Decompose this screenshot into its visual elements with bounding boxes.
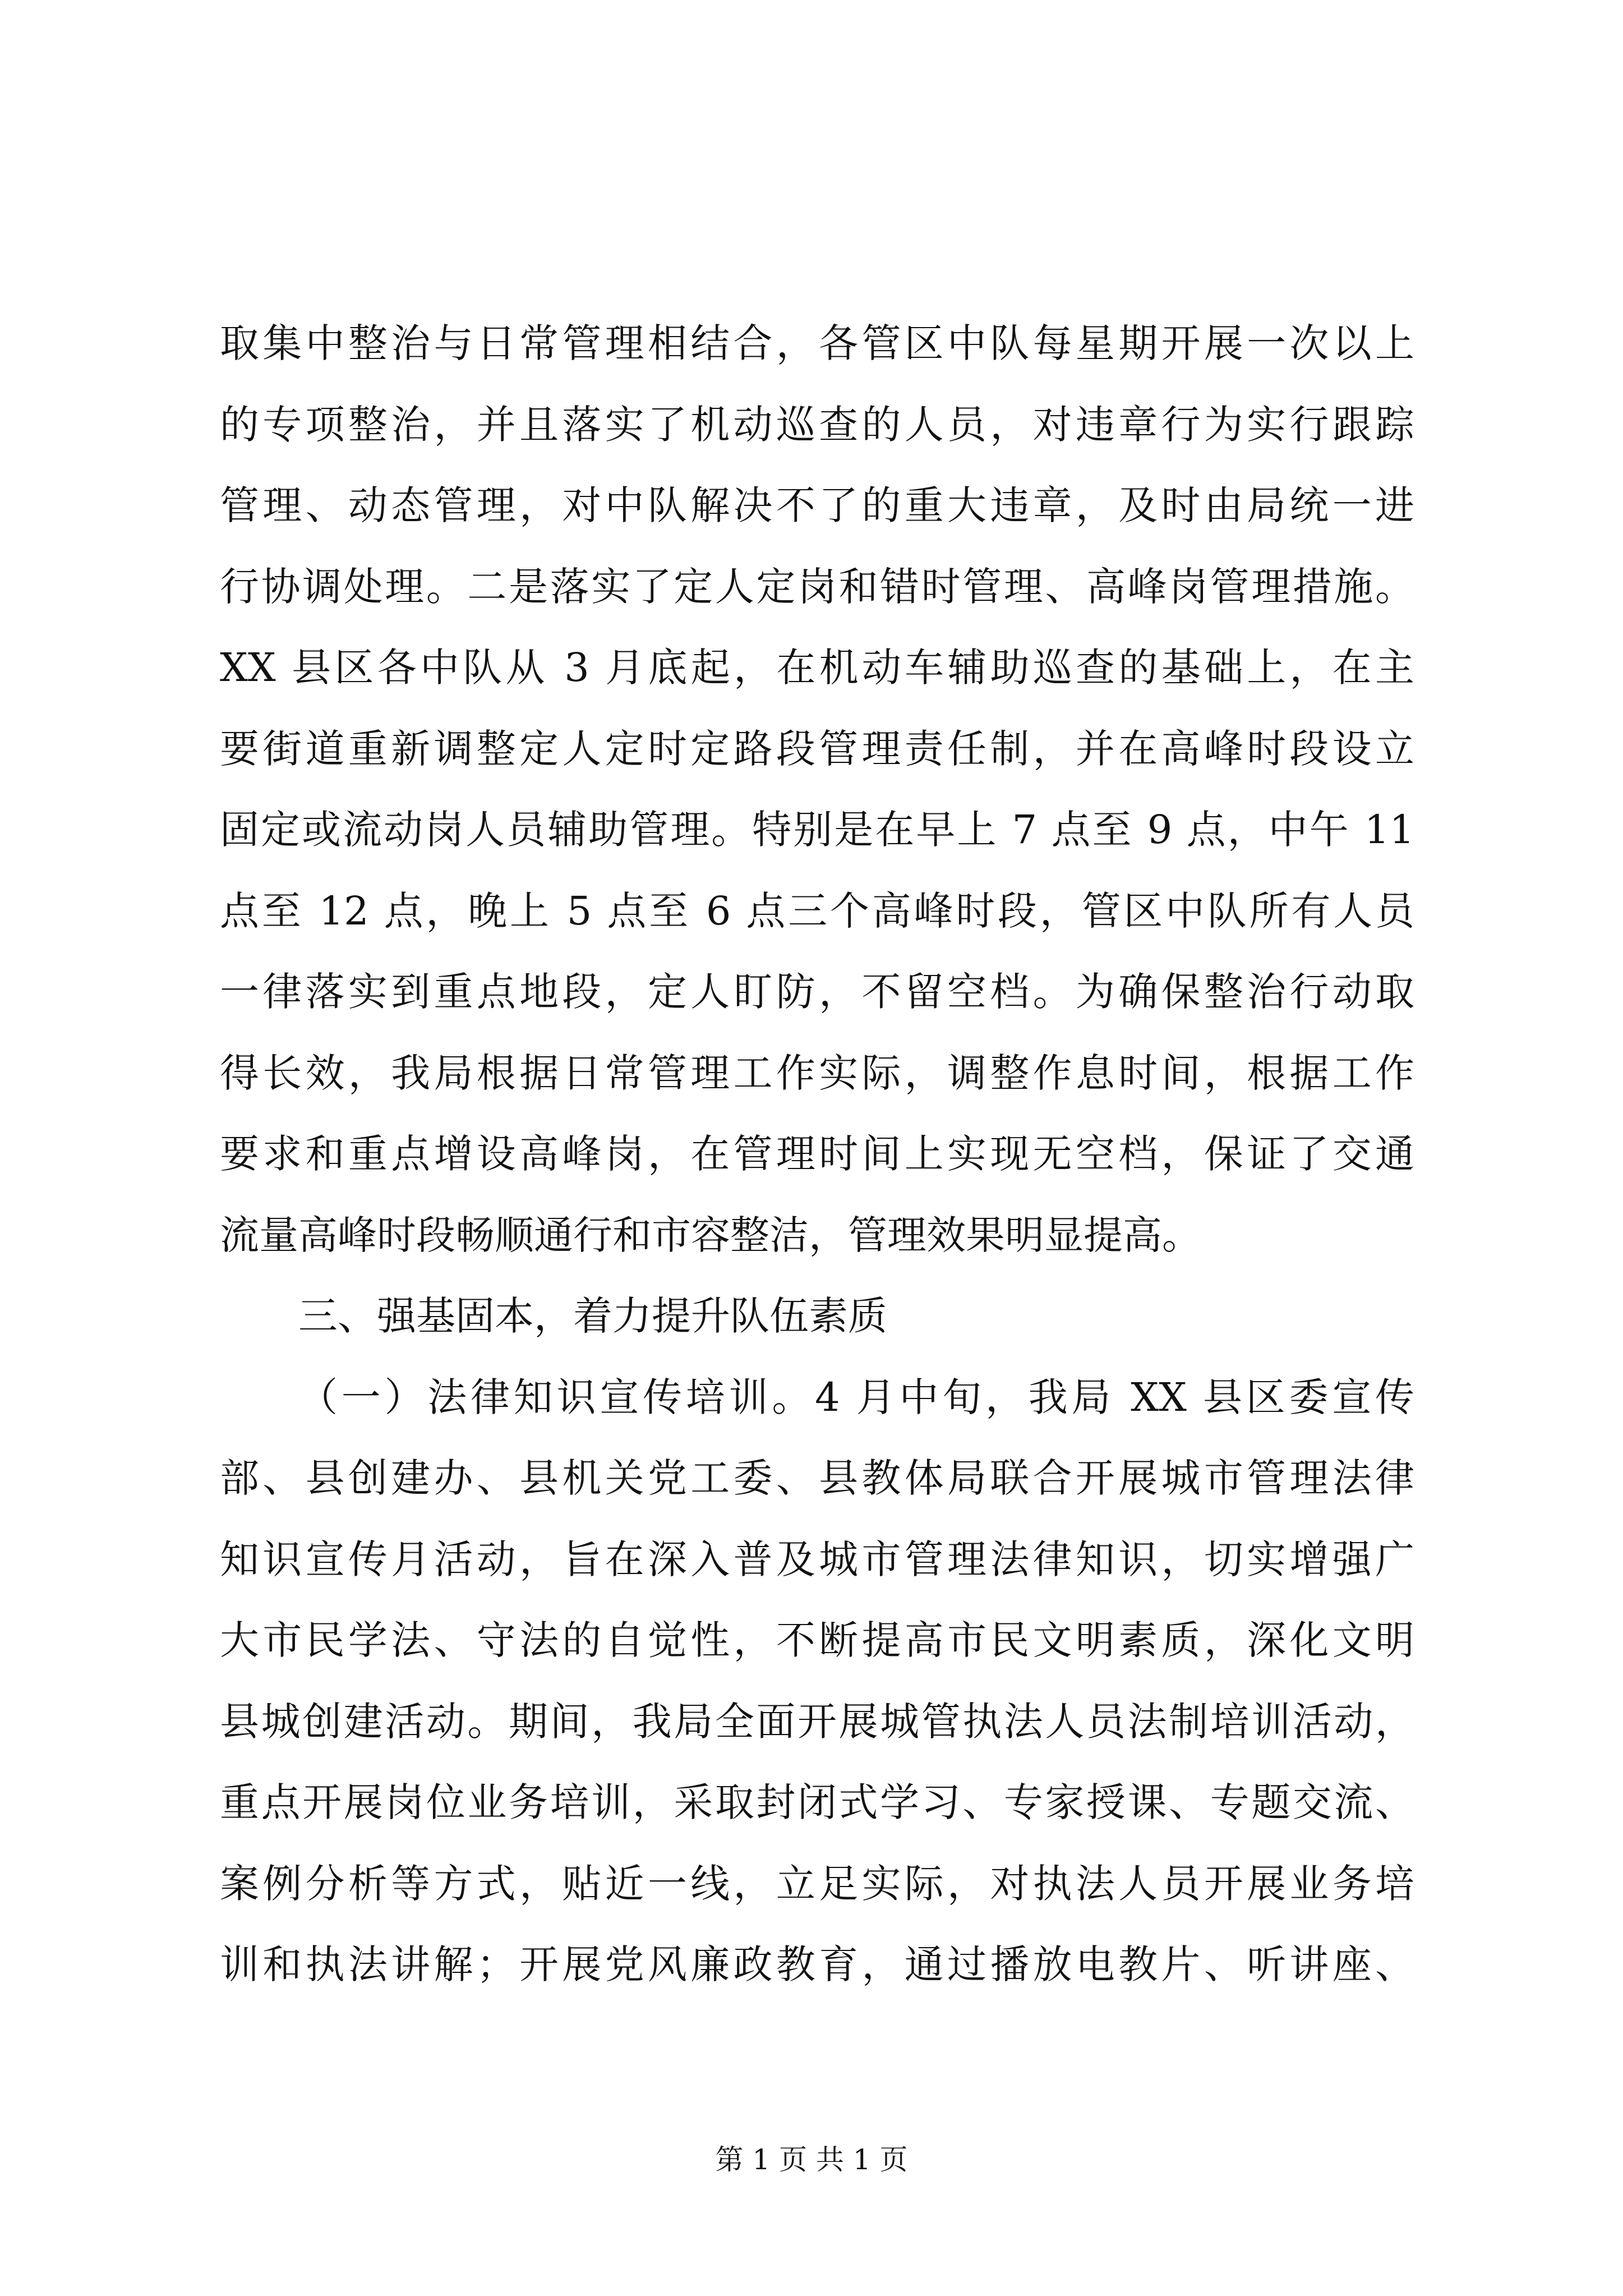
- paragraph-line: 要街道重新调整定人定时定路段管理责任制，并在高峰时段设立: [220, 725, 1414, 772]
- paragraph-line: 得长效，我局根据日常管理工作实际，调整作息时间，根据工作: [220, 1050, 1414, 1096]
- section-heading: 三、强基固本，着力提升队伍素质: [298, 1293, 887, 1339]
- paragraph-line: 固定或流动岗人员辅助管理。特别是在早上 7 点至 9 点，中午 11: [220, 807, 1414, 853]
- page-footer: 第 1 页 共 1 页: [715, 2143, 908, 2176]
- paragraph-line: 流量高峰时段畅顺通行和市容整洁，管理效果明显提高。: [220, 1212, 1201, 1258]
- paragraph-line: 重点开展岗位业务培训，采取封闭式学习、专家授课、专题交流、: [220, 1779, 1414, 1825]
- paragraph-line: 案例分析等方式，贴近一线，立足实际，对执法人员开展业务培: [220, 1860, 1414, 1907]
- paragraph-line: 大市民学法、守法的自觉性，不断提高市民文明素质，深化文明: [220, 1617, 1414, 1663]
- paragraph-line: 一律落实到重点地段，定人盯防，不留空档。为确保整治行动取: [220, 969, 1414, 1015]
- paragraph-line: XX 县区各中队从 3 月底起，在机动车辅助巡查的基础上，在主: [220, 645, 1414, 691]
- paragraph-line: （一）法律知识宣传培训。4 月中旬，我局 XX 县区委宣传: [298, 1374, 1414, 1420]
- paragraph-line: 取集中整治与日常管理相结合，各管区中队每星期开展一次以上: [220, 320, 1414, 366]
- paragraph-line: 知识宣传月活动，旨在深入普及城市管理法律知识，切实增强广: [220, 1536, 1414, 1582]
- paragraph-line: 行协调处理。二是落实了定人定岗和错时管理、高峰岗管理措施。: [220, 563, 1414, 610]
- paragraph-line: 要求和重点增设高峰岗，在管理时间上实现无空档，保证了交通: [220, 1131, 1414, 1177]
- body-text: [220, 303, 1414, 2005]
- paragraph-line: 点至 12 点，晚上 5 点至 6 点三个高峰时段，管区中队所有人员: [220, 887, 1414, 934]
- paragraph-line: 训和执法讲解；开展党风廉政教育，通过播放电教片、听讲座、: [220, 1941, 1414, 1987]
- paragraph-line: 管理、动态管理，对中队解决不了的重大违章，及时由局统一进: [220, 482, 1414, 528]
- paragraph-line: 部、县创建办、县机关党工委、县教体局联合开展城市管理法律: [220, 1455, 1414, 1501]
- paragraph-line: 的专项整治，并且落实了机动巡查的人员，对违章行为实行跟踪: [220, 401, 1414, 448]
- paragraph-line: 县城创建活动。期间，我局全面开展城管执法人员法制培训活动，: [220, 1698, 1414, 1745]
